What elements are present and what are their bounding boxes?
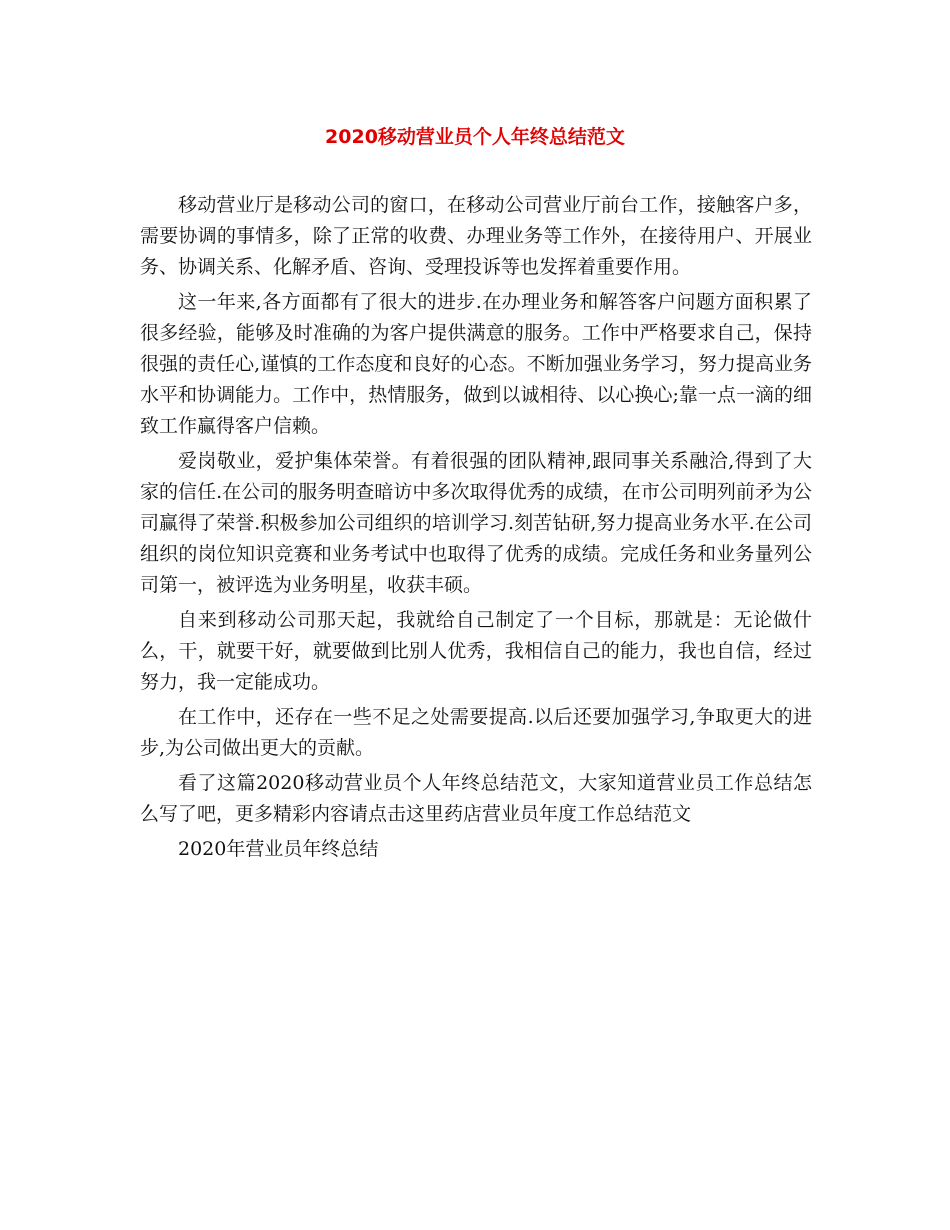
paragraph-intro: 移动营业厅是移动公司的窗口，在移动公司营业厅前台工作，接触客户多，需要协调的事情多，除了正常的收费、办理业务等工作外，在接待用户、开展业务、协调关系、化解矛盾、咨询、受理投诉等也发挥着重要作用。 <box>140 194 812 278</box>
paragraph-progress: 这一年来,各方面都有了很大的进步.在办理业务和解答客户问题方面积累了很多经验，能够及时准确的为客户提供满意的服务。工作中严格要求自己，保持很强的责任心,谨慎的工作态度和良好的心态。不断加强业务学习，努力提高业务水平和协调能力。工作中，热情服务，做到以诚相待、以心换心;靠一点一滴的细致工作赢得客户信赖。 <box>140 291 812 437</box>
paragraph-dedication: 爱岗敬业，爱护集体荣誉。有着很强的团队精神,跟同事关系融洽,得到了大家的信任.在公司的服务明查暗访中多次取得优秀的成绩，在市公司明列前矛为公司赢得了荣誉.积极参加公司组织的培训学习.刻苦钻研,努力提高业务水平.在公司组织的岗位知识竞赛和业务考试中也取得了优秀的成绩。完成任务和业务量列公司第一，被评选为业务明星，收获丰硕。 <box>140 450 812 596</box>
paragraph-related-link[interactable]: 看了这篇2020移动营业员个人年终总结范文，大家知道营业员工作总结怎么写了吧，更多精彩内容请点击这里药店营业员年度工作总结范文 <box>140 772 812 825</box>
paragraph-goal: 自来到移动公司那天起，我就给自己制定了一个目标，那就是：无论做什么，干，就要干好，就要做到比别人优秀，我相信自己的能力，我也自信，经过努力，我一定能成功。 <box>140 609 812 693</box>
paragraph-improvement: 在工作中，还存在一些不足之处需要提高.以后还要加强学习,争取更大的进步,为公司做出更大的贡献。 <box>140 706 812 759</box>
document-body <box>140 190 812 869</box>
document-title: 2020移动营业员个人年终总结范文 <box>325 126 625 148</box>
paragraph-related-title[interactable]: 2020年营业员年终总结 <box>178 838 379 860</box>
